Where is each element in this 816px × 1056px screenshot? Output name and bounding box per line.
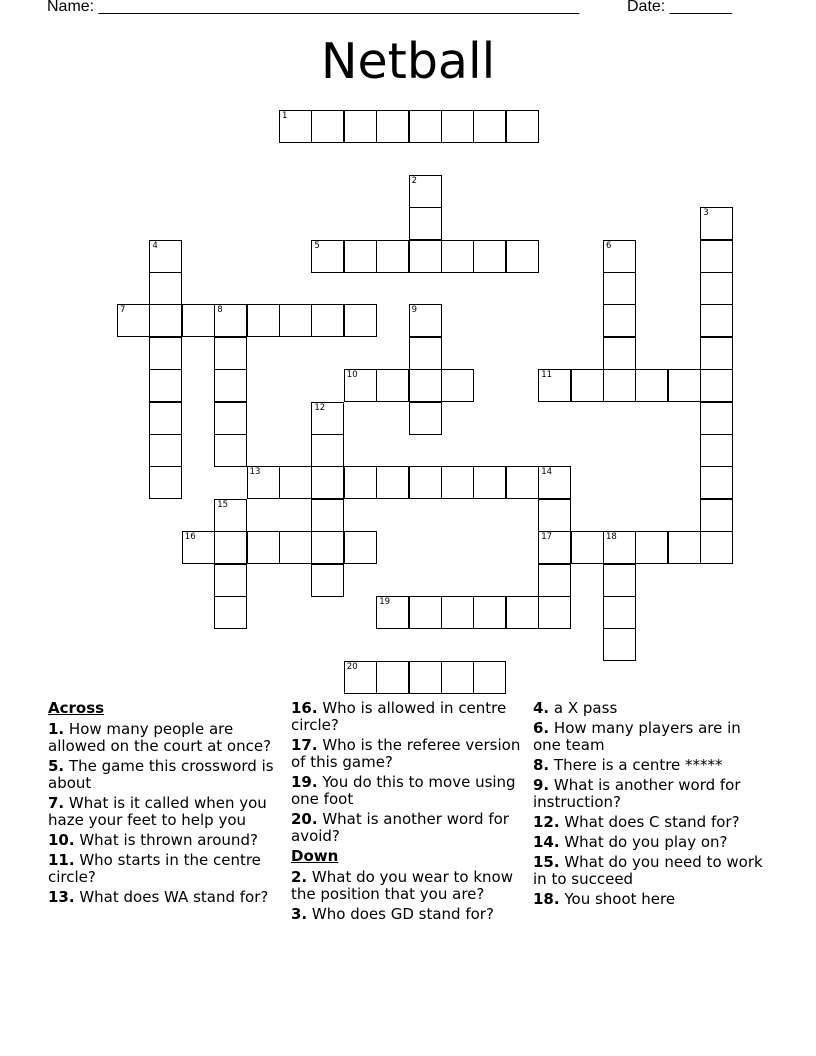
clue-item	[533, 834, 769, 851]
grid-cell[interactable]	[700, 337, 733, 370]
clue-item	[533, 814, 769, 831]
grid-cell[interactable]	[538, 466, 571, 499]
grid-cell[interactable]	[344, 369, 377, 402]
grid-cell[interactable]	[311, 499, 344, 532]
clue-item-number: 8.	[533, 756, 550, 774]
grid-cell[interactable]	[409, 110, 442, 143]
clue-item-text: Who is the referee version of this game?	[291, 736, 521, 771]
clue-item-number: 3.	[291, 905, 308, 923]
grid-cell[interactable]	[571, 369, 604, 402]
clue-item-text: Who is allowed in centre circle?	[291, 699, 507, 734]
clue-number: 16	[184, 532, 196, 543]
clue-number: 14	[541, 467, 553, 478]
grid-cell[interactable]	[441, 466, 474, 499]
clue-item	[533, 720, 769, 754]
name-line[interactable]: Name: ______________________________________________________	[47, 0, 580, 15]
grid-cell[interactable]	[409, 466, 442, 499]
clue-item	[291, 700, 527, 734]
grid-cell[interactable]	[700, 304, 733, 337]
clue-item-text: What is another word for avoid?	[291, 810, 509, 845]
grid-cell[interactable]	[441, 369, 474, 402]
clue-number: 19	[379, 597, 391, 607]
clue-item-number: 11.	[48, 851, 75, 869]
clue-item	[291, 906, 527, 923]
clue-number: 15	[217, 499, 229, 510]
clues-column-2	[291, 700, 527, 926]
clue-item-text: What is it called when you haze your feet to help you	[48, 794, 267, 829]
grid-cell[interactable]	[409, 402, 442, 435]
clue-item	[533, 700, 769, 717]
grid-cell[interactable]	[344, 304, 377, 337]
clue-number: 11	[541, 370, 553, 381]
grid-cell[interactable]	[538, 596, 571, 629]
grid-cell[interactable]	[603, 596, 636, 629]
grid-cell[interactable]	[700, 272, 733, 305]
clue-item-text: How many players are in one team	[533, 719, 741, 754]
grid-cell[interactable]	[473, 240, 506, 273]
grid-cell[interactable]	[668, 531, 701, 564]
grid-cell[interactable]	[376, 466, 409, 499]
grid-cell[interactable]	[409, 304, 442, 337]
grid-cell[interactable]	[182, 531, 215, 564]
clue-item-text: The game this crossword is about	[48, 757, 274, 792]
clue-item-number: 15.	[533, 853, 560, 871]
grid-cell[interactable]	[473, 596, 506, 629]
grid-cell[interactable]	[603, 240, 636, 273]
clue-number: 8	[217, 305, 223, 316]
clue-number: 17	[541, 532, 553, 543]
grid-cell[interactable]	[700, 402, 733, 435]
clue-number: 20	[346, 661, 358, 672]
clue-item	[533, 854, 769, 888]
clue-item-text: You shoot here	[559, 890, 676, 908]
grid-cell[interactable]	[214, 596, 247, 629]
clue-item-number: 18.	[533, 890, 560, 908]
grid-cell[interactable]	[311, 240, 344, 273]
clue-item	[48, 721, 284, 755]
grid-cell[interactable]	[506, 596, 539, 629]
grid-cell[interactable]	[247, 466, 280, 499]
clue-item-number: 10.	[48, 831, 75, 849]
clue-item-number: 12.	[533, 813, 560, 831]
clue-item	[48, 795, 284, 829]
grid-cell[interactable]	[603, 531, 636, 564]
grid-cell[interactable]	[311, 110, 344, 143]
grid-cell[interactable]	[214, 304, 247, 337]
clue-item	[48, 832, 284, 849]
grid-cell[interactable]	[311, 466, 344, 499]
grid-cell[interactable]	[441, 240, 474, 273]
page-title: Netball	[320, 33, 496, 90]
clue-number: 9	[411, 305, 418, 316]
grid-cell[interactable]	[538, 499, 571, 532]
clue-item-text: How many people are allowed on the court at once?	[48, 720, 272, 755]
grid-cell[interactable]	[603, 304, 636, 337]
grid-cell[interactable]	[603, 564, 636, 597]
clue-item-text: Who does GD stand for?	[307, 905, 494, 923]
clue-number: 13	[249, 467, 261, 478]
across-heading: Across	[48, 699, 105, 717]
grid-cell[interactable]	[506, 466, 539, 499]
clue-item	[291, 774, 527, 808]
grid-cell[interactable]	[700, 240, 733, 273]
grid-cell[interactable]	[376, 661, 409, 694]
grid-cell[interactable]	[441, 661, 474, 694]
grid-cell[interactable]	[538, 369, 571, 402]
clue-item-text: What is another word for instruction?	[533, 776, 741, 811]
grid-cell[interactable]	[603, 272, 636, 305]
grid-cell[interactable]	[344, 661, 377, 694]
grid-cell[interactable]	[182, 304, 215, 337]
grid-cell[interactable]	[149, 402, 182, 435]
clue-item-text: What do you play on?	[559, 833, 728, 851]
grid-cell[interactable]	[149, 434, 182, 467]
grid-cell[interactable]	[214, 434, 247, 467]
clue-item-text: What do you wear to know the position that you are?	[291, 868, 513, 903]
grid-cell[interactable]	[571, 531, 604, 564]
grid-cell[interactable]	[506, 110, 539, 143]
date-line[interactable]: Date: _______	[627, 0, 732, 15]
grid-cell[interactable]	[214, 564, 247, 597]
grid-cell[interactable]	[214, 337, 247, 370]
grid-cell[interactable]	[538, 531, 571, 564]
grid-cell[interactable]	[344, 466, 377, 499]
grid-cell[interactable]	[506, 240, 539, 273]
clue-item	[48, 889, 284, 906]
grid-cell[interactable]	[700, 499, 733, 532]
clue-item	[48, 852, 284, 886]
grid-cell[interactable]	[668, 369, 701, 402]
grid-cell[interactable]	[376, 596, 409, 629]
clue-item-number: 17.	[291, 736, 318, 754]
grid-cell[interactable]	[149, 240, 182, 273]
grid-cell[interactable]	[409, 240, 442, 273]
clue-number: 1	[282, 111, 288, 121]
grid-cell[interactable]	[473, 110, 506, 143]
clue-item-number: 1.	[48, 720, 65, 738]
clue-item-number: 5.	[48, 757, 65, 775]
grid-cell[interactable]	[214, 369, 247, 402]
clue-number: 7	[120, 305, 126, 316]
grid-cell[interactable]	[344, 531, 377, 564]
grid-cell[interactable]	[279, 466, 312, 499]
clue-number: 6	[606, 240, 612, 251]
clue-number: 5	[314, 240, 320, 251]
grid-cell[interactable]	[279, 531, 312, 564]
grid-cell[interactable]	[376, 369, 409, 402]
grid-cell[interactable]	[376, 110, 409, 143]
clue-number: 2	[411, 175, 418, 186]
clues-column-1	[48, 700, 284, 909]
grid-cell[interactable]	[311, 531, 344, 564]
grid-cell[interactable]	[700, 531, 733, 564]
grid-cell[interactable]	[409, 661, 442, 694]
grid-cell[interactable]	[149, 272, 182, 305]
grid-cell[interactable]	[311, 434, 344, 467]
clue-item-text: a X pass	[549, 699, 618, 717]
clue-item-text: What does C stand for?	[559, 813, 740, 831]
grid-cell[interactable]	[149, 369, 182, 402]
clue-item-number: 13.	[48, 888, 75, 906]
clue-item	[533, 757, 769, 774]
grid-cell[interactable]	[149, 337, 182, 370]
grid-cell[interactable]	[117, 304, 150, 337]
grid-cell[interactable]	[409, 596, 442, 629]
clue-number: 4	[152, 240, 158, 251]
clue-item	[291, 737, 527, 771]
grid-cell[interactable]	[409, 337, 442, 370]
clue-number: 10	[346, 370, 358, 381]
down-heading: Down	[291, 847, 339, 865]
clue-item-number: 2.	[291, 868, 308, 886]
grid-cell[interactable]	[247, 531, 280, 564]
grid-cell[interactable]	[635, 531, 668, 564]
grid-cell[interactable]	[149, 466, 182, 499]
clue-item-number: 20.	[291, 810, 318, 828]
clue-item-number: 19.	[291, 773, 318, 791]
grid-cell[interactable]	[311, 304, 344, 337]
grid-cell[interactable]	[344, 240, 377, 273]
grid-cell[interactable]	[214, 402, 247, 435]
grid-cell[interactable]	[473, 466, 506, 499]
grid-cell[interactable]	[441, 110, 474, 143]
clue-number: 12	[314, 402, 326, 413]
clue-item-text: What do you need to work in to succeed	[533, 853, 763, 888]
clue-item-text: You do this to move using one foot	[291, 773, 516, 808]
grid-cell[interactable]	[409, 207, 442, 240]
grid-cell[interactable]	[603, 369, 636, 402]
clues-column-3	[533, 700, 769, 911]
grid-cell[interactable]	[409, 175, 442, 208]
clue-item-number: 4.	[533, 699, 550, 717]
grid-cell[interactable]	[603, 337, 636, 370]
clue-item-text: There is a centre *****	[549, 756, 723, 774]
clue-item-number: 9.	[533, 776, 550, 794]
clue-item-number: 16.	[291, 699, 318, 717]
clue-item	[291, 811, 527, 845]
grid-cell[interactable]	[700, 434, 733, 467]
grid-cell[interactable]	[635, 369, 668, 402]
grid-cell[interactable]	[311, 564, 344, 597]
grid-cell[interactable]	[149, 304, 182, 337]
grid-cell[interactable]	[311, 402, 344, 435]
clue-item	[533, 777, 769, 811]
grid-cell[interactable]	[344, 110, 377, 143]
grid-cell[interactable]	[700, 466, 733, 499]
clue-item-text: What is thrown around?	[74, 831, 258, 849]
clue-item-number: 7.	[48, 794, 65, 812]
grid-cell[interactable]	[279, 304, 312, 337]
clue-item	[291, 869, 527, 903]
grid-cell[interactable]	[700, 369, 733, 402]
clue-number: 3	[703, 208, 709, 219]
grid-cell[interactable]	[214, 531, 247, 564]
clue-item-text: Who starts in the centre circle?	[48, 851, 261, 886]
clue-item-text: What does WA stand for?	[74, 888, 269, 906]
grid-cell[interactable]	[247, 304, 280, 337]
grid-cell[interactable]	[473, 661, 506, 694]
clue-item	[533, 891, 769, 908]
grid-cell[interactable]	[603, 628, 636, 661]
grid-cell[interactable]	[214, 499, 247, 532]
grid-cell[interactable]	[409, 369, 442, 402]
grid-cell[interactable]	[376, 240, 409, 273]
grid-cell[interactable]	[279, 110, 312, 143]
clue-item-number: 6.	[533, 719, 550, 737]
grid-cell[interactable]	[700, 207, 733, 240]
grid-cell[interactable]	[441, 596, 474, 629]
grid-cell[interactable]	[538, 564, 571, 597]
clue-item-number: 14.	[533, 833, 560, 851]
clue-item	[48, 758, 284, 792]
clue-number: 18	[606, 532, 617, 543]
